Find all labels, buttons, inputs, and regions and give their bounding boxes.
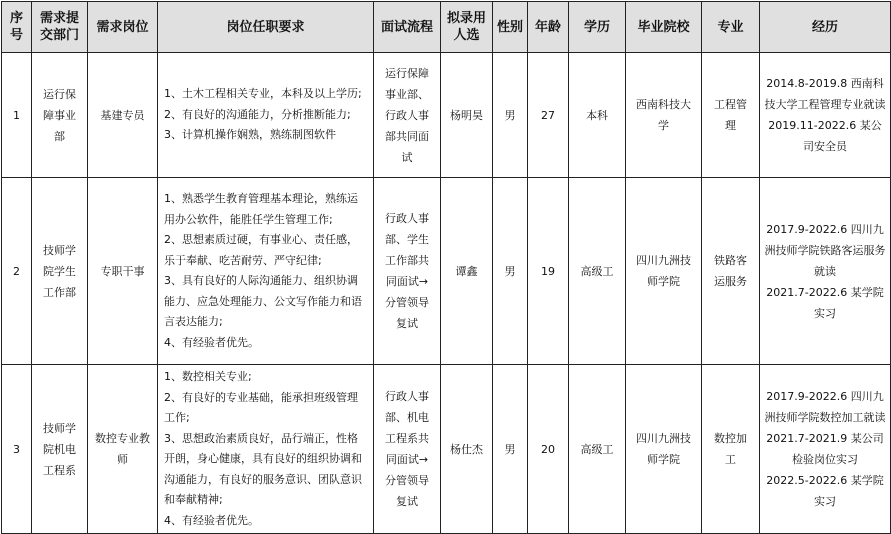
cell-major: 数控加工: [702, 365, 760, 534]
cell-gender: 男: [493, 53, 528, 178]
header-no: 序号: [2, 2, 32, 53]
cell-dept: 技师学院机电工程系: [32, 365, 88, 534]
header-dept: 需求提交部门: [32, 2, 88, 53]
requirement-line: 2、有良好的沟通能力，分析推断能力;: [164, 107, 351, 121]
header-process: 面试流程: [374, 2, 441, 53]
cell-school: 四川九洲技师学院: [626, 178, 702, 365]
requirement-line: 1、土木工程相关专业，本科及以上学历;: [164, 87, 362, 101]
cell-school: 四川九洲技师学院: [626, 365, 702, 534]
cell-education: 高级工: [569, 178, 626, 365]
cell-no: 3: [2, 365, 32, 534]
header-experience: 经历: [760, 2, 891, 53]
cell-education: 本科: [569, 53, 626, 178]
experience-line: 2017.9-2022.6 四川九洲技师学院铁路客运服务就读: [764, 222, 886, 278]
cell-age: 19: [528, 178, 569, 365]
experience-line: 2021.7-2022.6 某学院实习: [766, 285, 884, 320]
cell-post: 数控专业教师: [88, 365, 158, 534]
header-candidate: 拟录用人选: [441, 2, 493, 53]
requirement-line: 3、思想政治素质良好，品行端正，性格开朗，身心健康，具有良好的组织协调和沟通能力，有良好的服务意识、团队意识和奉献精神;: [164, 431, 362, 506]
cell-requirements: [158, 365, 374, 534]
cell-gender: 男: [493, 365, 528, 534]
experience-line: 2019.11-2022.6 某公司安全员: [768, 119, 882, 153]
header-gender: 性别: [493, 2, 528, 53]
cell-no: 1: [2, 53, 32, 178]
header-school: 毕业院校: [626, 2, 702, 53]
cell-major: 工程管理: [702, 53, 760, 178]
experience-line: 2014.8-2019.8 西南科技大学工程管理专业就读: [764, 77, 886, 111]
header-education: 学历: [569, 2, 626, 53]
cell-candidate: 杨仕杰: [441, 365, 493, 534]
cell-requirements: [158, 178, 374, 365]
cell-major: 铁路客运服务: [702, 178, 760, 365]
cell-no: 2: [2, 178, 32, 365]
cell-process: 行政人事部、学生工作部共同面试→分管领导复试: [374, 178, 441, 365]
requirement-line: 2、有良好的专业基础，能承担班级管理工作;: [164, 390, 358, 424]
requirement-line: 4、有经验者优先。: [164, 335, 259, 349]
cell-process: 行政人事部、机电工程系共同面试→分管领导复试: [374, 365, 441, 534]
header-age: 年龄: [528, 2, 569, 53]
requirement-line: 3、具有良好的人际沟通能力、组织协调能力、应急处理能力、公文写作能力和语言表达能力;: [164, 274, 362, 328]
cell-dept: 技师学院学生工作部: [32, 178, 88, 365]
requirement-line: 4、有经验者优先。: [164, 513, 259, 527]
requirement-line: 1、熟悉学生教育管理基本理论，熟练运用办公软件，能胜任学生管理工作;: [164, 192, 358, 226]
experience-line: 2022.5-2022.6 某学院实习: [766, 474, 884, 508]
requirement-line: 1、数控相关专业;: [164, 370, 252, 383]
cell-age: 20: [528, 365, 569, 534]
experience-line: 2021.7-2021.9 某公司检验岗位实习: [766, 432, 884, 466]
header-major: 专业: [702, 2, 760, 53]
header-post: 需求岗位: [88, 2, 158, 53]
cell-requirements: [158, 53, 374, 178]
experience-line: 2017.9-2022.6 四川九洲技师学院数控加工就读: [764, 390, 886, 424]
table-row: [2, 365, 891, 534]
recruitment-table: [1, 1, 891, 534]
cell-candidate: 杨明昊: [441, 53, 493, 178]
cell-experience: [760, 178, 891, 365]
cell-age: 27: [528, 53, 569, 178]
header-requirements: 岗位任职要求: [158, 2, 374, 53]
cell-post: 专职干事: [88, 178, 158, 365]
header-row: [2, 2, 891, 53]
cell-process: 运行保障事业部、行政人事部共同面试: [374, 53, 441, 178]
cell-gender: 男: [493, 178, 528, 365]
cell-education: 高级工: [569, 365, 626, 534]
cell-candidate: 谭鑫: [441, 178, 493, 365]
table-row: [2, 178, 891, 365]
requirement-line: 2、思想素质过硬，有事业心、责任感，乐于奉献、吃苦耐劳、严守纪律;: [164, 233, 358, 267]
cell-experience: [760, 365, 891, 534]
cell-dept: 运行保障事业部: [32, 53, 88, 178]
table-row: [2, 53, 891, 178]
cell-post: 基建专员: [88, 53, 158, 178]
cell-experience: [760, 53, 891, 178]
cell-school: 西南科技大学: [626, 53, 702, 178]
requirement-line: 3、计算机操作娴熟，熟练制图软件: [164, 128, 336, 142]
